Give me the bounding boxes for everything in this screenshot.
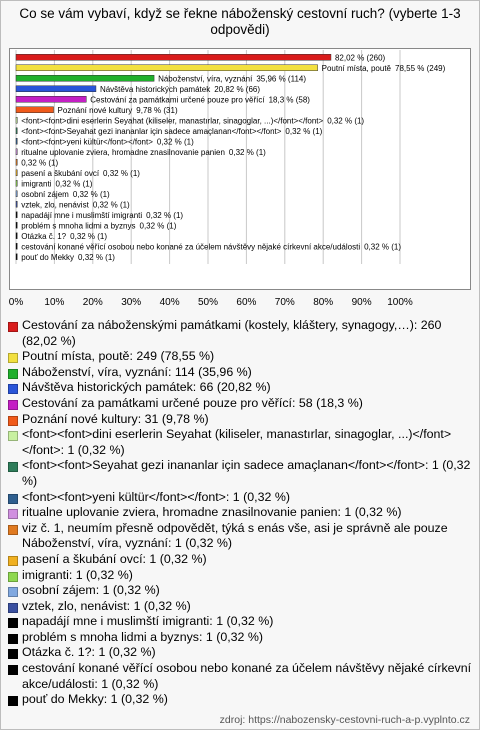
legend-label: Náboženství, víra, vyznání: 114 (35,96 %) [22,364,252,379]
bar [16,212,17,218]
legend-swatch [8,400,18,410]
bar-value-label: 0,32 % (1) [78,252,115,262]
bar-category-label: Cestování za památkami určené pouze pro věřící [90,95,265,105]
legend-label: imigranti: 1 (0,32 %) [22,567,133,582]
bar-value-label: 82,02 % (260) [334,53,386,63]
bar-category-label: Poutní místa, poutě [321,63,392,73]
bar [16,149,17,155]
bar-value-label: 0,32 % (1) [70,231,108,241]
bar [16,75,154,81]
legend-label: Návštěva historických památek: 66 (20,82 %) [22,380,271,395]
legend-label: <font><font>Seyahat gezi inananlar için sadece amaçlanan</font></font>: 1 (0,32 %) [22,458,471,488]
legend-item [8,349,472,365]
legend-item [8,365,472,381]
bar-value-label: 35,96 % (114) [256,74,307,84]
x-tick-label: 90% [351,297,372,308]
bar-value-label: 0,32 % (1) [72,189,110,199]
bar-value-label: 0,32 % (1) [156,137,194,147]
legend-swatch [8,509,18,519]
bar-category-label: Poznání nové kultury [57,105,133,115]
bar [16,86,96,92]
legend-swatch [8,634,18,644]
legend-swatch [8,494,18,504]
bar [16,65,318,71]
legend-label: osobní zájem: 1 (0,32 %) [22,583,160,598]
bar [16,243,17,249]
bar-category-label: <font><font>yeni kültür</font></font> [21,137,153,147]
bar-value-label: 0,32 % (1) [139,221,177,231]
legend-label: Otázka č. 1?: 1 (0,32 %) [22,645,156,660]
bar-value-label: 18,3 % (58) [268,95,310,105]
legend-swatch [8,322,18,332]
source-note: zdroj: https://nabozensky-cestovni-ruch-a-p.vyplnto.cz [219,714,470,726]
legend-item [8,396,472,412]
bar-category-label: osobní zájem [21,189,69,199]
legend-item [8,552,472,568]
legend-label: Cestování za náboženskými památkami (kostely, kláštery, synagogy,…): 260 (82,02 %) [22,318,442,348]
legend-label: Cestování za památkami určené pouze pro věřící: 58 (18,3 %) [22,395,363,410]
legend-swatch [8,384,18,394]
x-tick-label: 50% [197,297,219,308]
bar-category-label: Návštěva historických památek [99,84,211,94]
bar-category-label: problém s mnoha lidmi a byznys [21,221,136,231]
legend-item [8,458,472,489]
bar [16,191,17,197]
chart-title: Co se vám vybaví, když se řekne náboženský cestovní ruch? (vyberte 1-3 odpovědi) [19,6,461,37]
x-tick-label: 20% [82,297,103,308]
bar-value-label: 0,32 % (1) [327,116,365,126]
legend-swatch [8,431,18,441]
legend-swatch [8,462,18,472]
legend-label: cestování konané věřící osobou nebo konané za účelem návštěvy nějaké církevní akce/události: 1 (0,32 %) [22,661,472,691]
bar [16,180,17,186]
bar-value-label: 0,32 % (1) [285,126,323,136]
x-tick-label: 100% [387,297,413,308]
legend-item [8,427,472,458]
legend-label: pasení a škubání ovcí: 1 (0,32 %) [22,551,207,566]
legend-item [8,490,472,506]
bar [16,128,17,134]
bar [16,96,86,102]
legend-label: pouť do Mekky: 1 (0,32 %) [22,692,168,707]
legend-item [8,630,472,646]
legend-swatch [8,369,18,379]
legend-label: problém s mnoha lidmi a byznys: 1 (0,32 %) [22,629,264,644]
legend-swatch [8,696,18,706]
bar-value-label: 0,32 % (1) [103,168,140,178]
bar-value-label: 0,32 % (1) [21,158,59,168]
legend-swatch [8,603,18,613]
legend-swatch [8,587,18,597]
legend-label: ritualne uplovanie zviera, hromadne znasilnovanie panien: 1 (0,32 %) [22,505,402,520]
legend-item [8,568,472,584]
legend-item [8,583,472,599]
bar-value-label: 0,32 % (1) [364,242,402,252]
bar [16,222,17,228]
x-tick-label: 70% [274,297,295,308]
legend-item [8,645,472,661]
bar-category-label: ritualne uplovanie zviera, hromadne znasilnovanie panien [21,147,225,157]
bar-category-label: <font><font>Seyahat gezi inananlar için sadece amaçlanan</font></font> [21,126,282,136]
legend-item [8,521,472,552]
legend-swatch [8,525,18,535]
bar [16,54,331,60]
bar [16,254,17,260]
bar-value-label: 0,32 % (1) [55,179,93,189]
bar [16,138,17,144]
bar [16,201,17,207]
legend-label: Poutní místa, poutě: 249 (78,55 %) [22,349,215,364]
legend-swatch [8,618,18,628]
legend-label: <font><font>yeni kültür</font></font>: 1 (0,32 %) [22,489,290,504]
bar-value-label: 0,32 % (1) [146,210,184,220]
bar-category-label: Náboženství, víra, vyznání [158,74,253,84]
bar-category-label: napadájí mne i muslimští imigranti [21,210,143,220]
legend-item [8,692,472,708]
legend-swatch [8,416,18,426]
x-tick-label: 40% [159,297,180,308]
bar-value-label: 20,82 % (66) [214,84,261,94]
legend-item [8,661,472,692]
x-tick-label: 10% [44,297,65,308]
legend [8,318,472,708]
legend-item [8,505,472,521]
bar-value-label: 78,55 % (249) [395,63,446,73]
bar-category-label: <font><font>dini eserlerin Seyahat (kiliseler, manastırlar, sinagoglar, ...)</font></font> [21,116,324,126]
bar-category-label: Otázka č. 1? [21,231,67,241]
legend-swatch [8,649,18,659]
bar-value-label: 0,32 % (1) [92,200,130,210]
legend-swatch [8,353,18,363]
legend-label: napadájí mne i muslimští imigranti: 1 (0,32 %) [22,614,274,629]
legend-swatch [8,556,18,566]
legend-item [8,412,472,428]
bar-value-label: 0,32 % (1) [228,147,266,157]
legend-item [8,380,472,396]
bar [16,233,17,239]
bar [16,170,17,176]
legend-swatch [8,572,18,582]
bar [16,159,17,165]
bar-category-label: pasení a škubání ovcí [21,168,100,178]
legend-label: <font><font>dini eserlerin Seyahat (kiliseler, manastırlar, sinagoglar, ...)</font></font>: 1 (0,32 %) [22,427,452,457]
x-tick-label: 0% [8,297,24,308]
legend-label: vztek, zlo, nenávist: 1 (0,32 %) [22,598,191,613]
x-tick-label: 80% [313,297,334,308]
legend-label: Poznání nové kultury: 31 (9,78 %) [22,411,209,426]
bar-category-label: pouť do Mekky [21,252,75,262]
bar-category-label: imigranti [21,179,52,189]
bar-value-label: 9,78 % (31) [136,105,178,115]
x-tick-label: 60% [236,297,257,308]
x-tick-label: 30% [121,297,142,308]
legend-item [8,614,472,630]
bar [16,117,17,123]
legend-item [8,599,472,615]
bar-chart [0,0,480,315]
legend-label: viz č. 1, neumím přesně odpovědět, týká s enás vše, asi je správně ale pouze Náboženství, víra, vyznání: 1 (0,32 %) [22,520,448,551]
legend-swatch [8,665,18,675]
bar [16,107,54,113]
legend-item [8,318,472,349]
bar-category-label: vztek, zlo, nenávist [21,200,89,210]
bar-category-label: cestování konané věřící osobou nebo konané za účelem návštěvy nějaké církevní akce/události [21,242,361,252]
